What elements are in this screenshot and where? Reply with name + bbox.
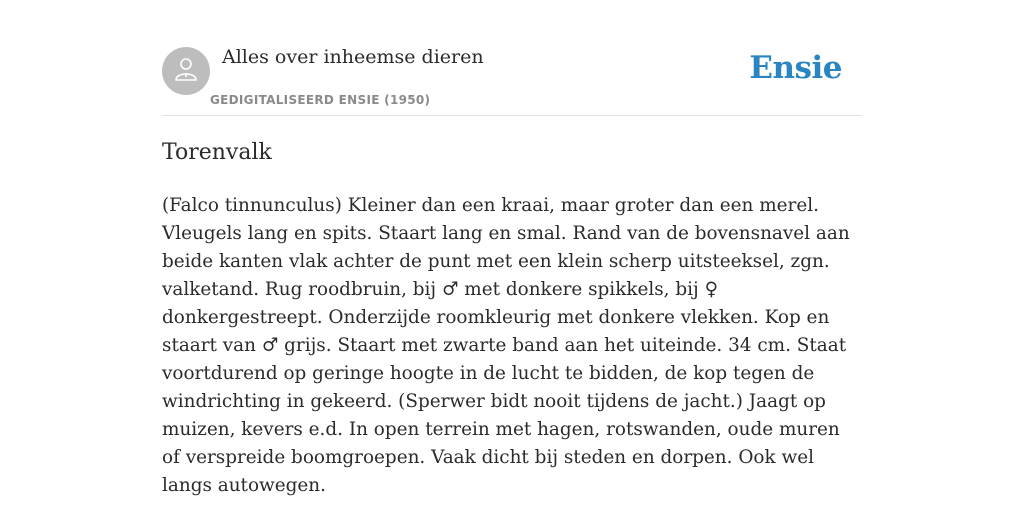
avatar[interactable] [162,47,210,95]
ensie-logo[interactable]: Ensie [749,50,842,86]
book-title[interactable]: Alles over inheemse dieren [222,46,484,68]
header [162,40,862,116]
user-icon [172,55,200,88]
entry-title: Torenvalk [162,140,272,165]
book-subtitle: GEDIGITALISEERD ENSIE (1950) [210,93,431,107]
entry-body: (Falco tinnunculus) Kleiner dan een kraai, maar groter dan een merel. Vleugels lang en spits. Staart lang en smal. Rand van de bovensnavel aan beide kanten vlak achter de punt met een klein scherp uitsteeksel, zgn. valketand. Rug roodbruin, bij ♂ met donkere spikkels, bij ♀ donkergestreept. Onderzijde roomkleurig met donkere vlekken. Kop en staart van ♂ grijs. Staart met zwarte band aan het uiteinde. 34 cm. Staat voortdurend op geringe hoogte in de lucht te bidden, de kop tegen de windrichting in gekeerd. (Sperwer bidt nooit tijdens de jacht.) Jaagt op muizen, kevers e.d. In open terrein met hagen, rotswanden, oude muren of verspreide boomgroepen. Vaak dicht bij steden en dorpen. Ook wel langs autowegen. [162,195,850,496]
